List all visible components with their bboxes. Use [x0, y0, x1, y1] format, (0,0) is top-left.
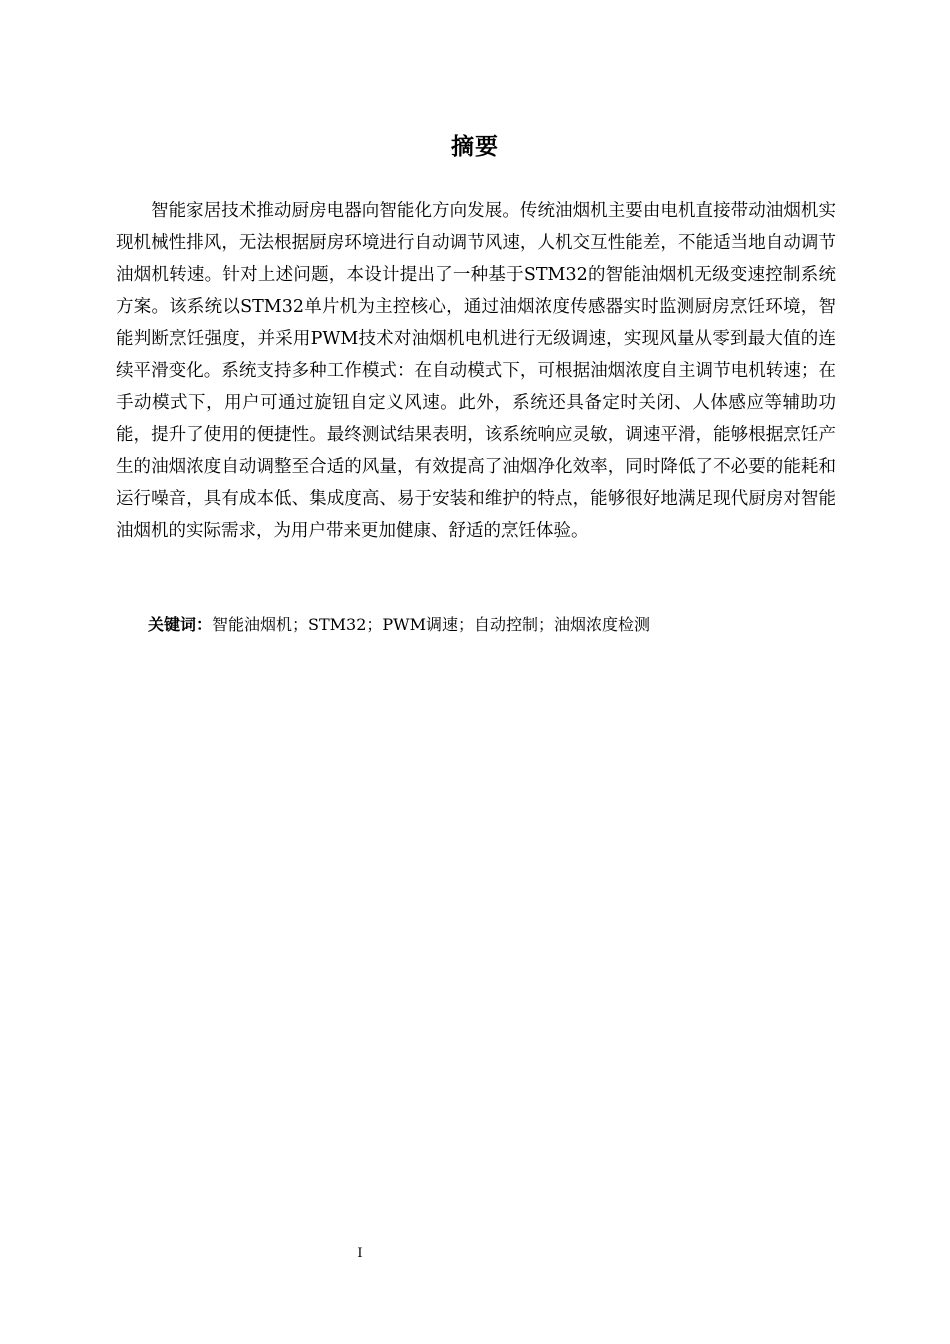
page-number: I [357, 1246, 363, 1261]
abstract-paragraph: 智能家居技术推动厨房电器向智能化方向发展。传统油烟机主要由电机直接带动油烟机实现机械性排风，无法根据厨房环境进行自动调节风速，人机交互性能差，不能适当地自动调节油烟机转速。针对上述问题，本设计提出了一种基于STM32的智能油烟机无级变速控制系统方案。该系统以STM32单片机为主控核心，通过油烟浓度传感器实时监测厨房烹饪环境，智能判断烹饪强度，并采用PWM技术对油烟机电机进行无级调速，实现风量从零到最大值的连续平滑变化。系统支持多种工作模式：在自动模式下，可根据油烟浓度自主调节电机转速；在手动模式下，用户可通过旋钮自定义风速。此外，系统还具备定时关闭、人体感应等辅助功能，提升了使用的便捷性。最终测试结果表明，该系统响应灵敏，调速平滑，能够根据烹饪产生的油烟浓度自动调整至合适的风量，有效提高了油烟净化效率，同时降低了不必要的能耗和运行噪音，具有成本低、集成度高、易于安装和维护的特点，能够很好地满足现代厨房对智能油烟机的实际需求，为用户带来更加健康、舒适的烹饪体验。 [116, 201, 836, 541]
keywords-label: 关键词： [148, 615, 213, 634]
abstract-title: 摘要 [451, 134, 499, 160]
keywords-text: 智能油烟机；STM32；PWM调速；自动控制；油烟浓度检测 [212, 615, 650, 634]
keywords-line [148, 609, 838, 641]
